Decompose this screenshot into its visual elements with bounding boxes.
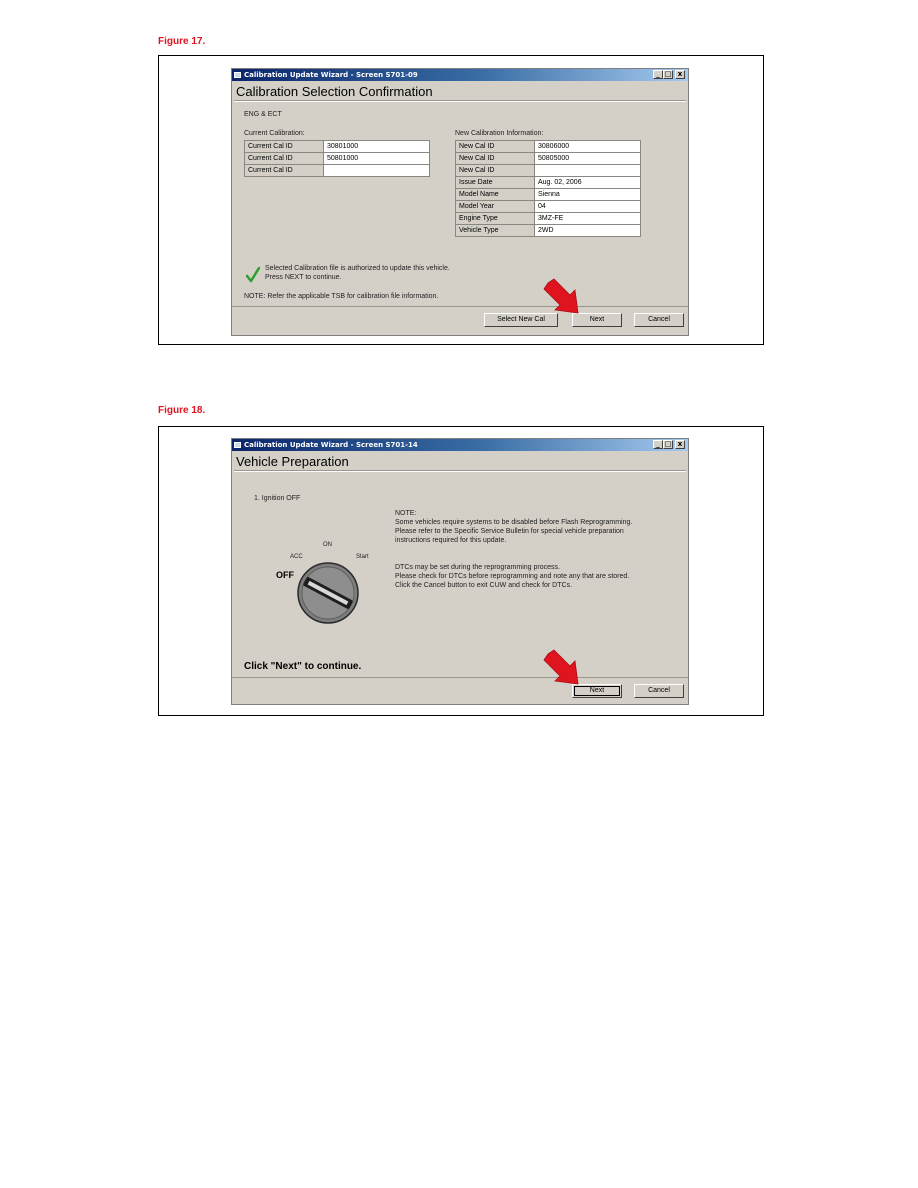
table-row — [456, 165, 641, 177]
key-start-label: Start — [356, 554, 369, 560]
current-calibration-table — [244, 140, 430, 177]
window-title: Calibration Update Wizard - Screen S701-14 — [244, 441, 418, 449]
table-key: New Cal ID — [456, 141, 535, 153]
new-calibration-table — [455, 140, 641, 237]
table-row — [456, 201, 641, 213]
figure-18-label: Figure 18. — [158, 405, 206, 416]
current-calibration-label: Current Calibration: — [244, 130, 305, 137]
button-bar-divider — [232, 306, 688, 307]
table-row — [456, 141, 641, 153]
status-line-1: Selected Calibration file is authorized to update this vehicle. — [265, 265, 450, 272]
ignition-key-icon — [296, 561, 360, 625]
table-key: Current Cal ID — [245, 141, 324, 153]
checkmark-icon — [246, 267, 260, 283]
select-new-cal-button[interactable]: Select New Cal — [484, 313, 558, 327]
cancel-button[interactable]: Cancel — [634, 684, 684, 698]
table-value: 2WD — [535, 225, 641, 237]
note-p1-line-3: instructions required for this update. — [395, 537, 507, 544]
button-bar-divider — [232, 677, 688, 678]
heading-divider — [234, 100, 686, 102]
close-button[interactable]: x — [675, 440, 685, 449]
page-title: Vehicle Preparation — [236, 454, 349, 469]
figure-18-frame — [158, 426, 764, 716]
app-icon — [234, 442, 241, 448]
table-key: Model Name — [456, 189, 535, 201]
red-arrow-icon — [542, 648, 582, 686]
table-row — [456, 153, 641, 165]
app-icon — [234, 72, 241, 78]
window-titlebar[interactable] — [232, 439, 688, 451]
tsb-note: NOTE: Refer the applicable TSB for calibration file information. — [244, 293, 439, 300]
table-key: Model Year — [456, 201, 535, 213]
minimize-button[interactable]: _ — [653, 440, 663, 449]
figure-17-frame — [158, 55, 764, 345]
key-acc-label: ACC — [290, 554, 303, 560]
table-value: 30801000 — [324, 141, 430, 153]
note-p1-line-1: Some vehicles require systems to be disabled before Flash Reprogramming. — [395, 519, 633, 526]
table-row — [245, 153, 430, 165]
table-key: New Cal ID — [456, 165, 535, 177]
table-row — [245, 165, 430, 177]
table-row — [245, 141, 430, 153]
new-calibration-label: New Calibration Information: — [455, 130, 544, 137]
note-p2-line-2: Please check for DTCs before reprogramming and note any that are stored. — [395, 573, 630, 580]
continue-instruction: Click "Next" to continue. — [244, 661, 362, 672]
table-key: Issue Date — [456, 177, 535, 189]
next-button[interactable]: Next — [572, 684, 622, 698]
vehicle-prep-window — [231, 438, 689, 705]
table-value: Sienna — [535, 189, 641, 201]
table-value: 50805000 — [535, 153, 641, 165]
table-value — [324, 165, 430, 177]
table-key: Engine Type — [456, 213, 535, 225]
key-off-label: OFF — [276, 570, 294, 580]
note-p2-line-3: Click the Cancel button to exit CUW and check for DTCs. — [395, 582, 573, 589]
table-row — [456, 225, 641, 237]
maximize-button[interactable]: □ — [664, 70, 672, 78]
maximize-button[interactable]: □ — [664, 440, 672, 448]
table-key: New Cal ID — [456, 153, 535, 165]
step-label: 1. Ignition OFF — [254, 495, 301, 502]
next-button[interactable]: Next — [572, 313, 622, 327]
table-row — [456, 189, 641, 201]
table-value: 50801000 — [324, 153, 430, 165]
table-key: Current Cal ID — [245, 165, 324, 177]
red-arrow-icon — [542, 277, 582, 315]
close-button[interactable]: x — [675, 70, 685, 79]
calibration-window — [231, 68, 689, 336]
table-value — [535, 165, 641, 177]
figure-17-label: Figure 17. — [158, 36, 206, 47]
status-line-2: Press NEXT to continue. — [265, 274, 342, 281]
page-title: Calibration Selection Confirmation — [236, 84, 433, 99]
table-value: 30806000 — [535, 141, 641, 153]
window-titlebar[interactable] — [232, 69, 688, 81]
note-p1-line-2: Please refer to the Specific Service Bulletin for special vehicle preparation — [395, 528, 624, 535]
table-key: Current Cal ID — [245, 153, 324, 165]
note-p2-line-1: DTCs may be set during the reprogramming process. — [395, 564, 560, 571]
table-key: Vehicle Type — [456, 225, 535, 237]
table-value: 04 — [535, 201, 641, 213]
heading-divider — [234, 470, 686, 472]
table-row — [456, 213, 641, 225]
minimize-button[interactable]: _ — [653, 70, 663, 79]
table-row — [456, 177, 641, 189]
table-value: 3MZ-FE — [535, 213, 641, 225]
system-label: ENG & ECT — [244, 111, 282, 118]
cancel-button[interactable]: Cancel — [634, 313, 684, 327]
key-on-label: ON — [323, 542, 332, 548]
window-title: Calibration Update Wizard - Screen S701-09 — [244, 71, 418, 79]
note-title: NOTE: — [395, 510, 417, 517]
table-value: Aug. 02, 2006 — [535, 177, 641, 189]
